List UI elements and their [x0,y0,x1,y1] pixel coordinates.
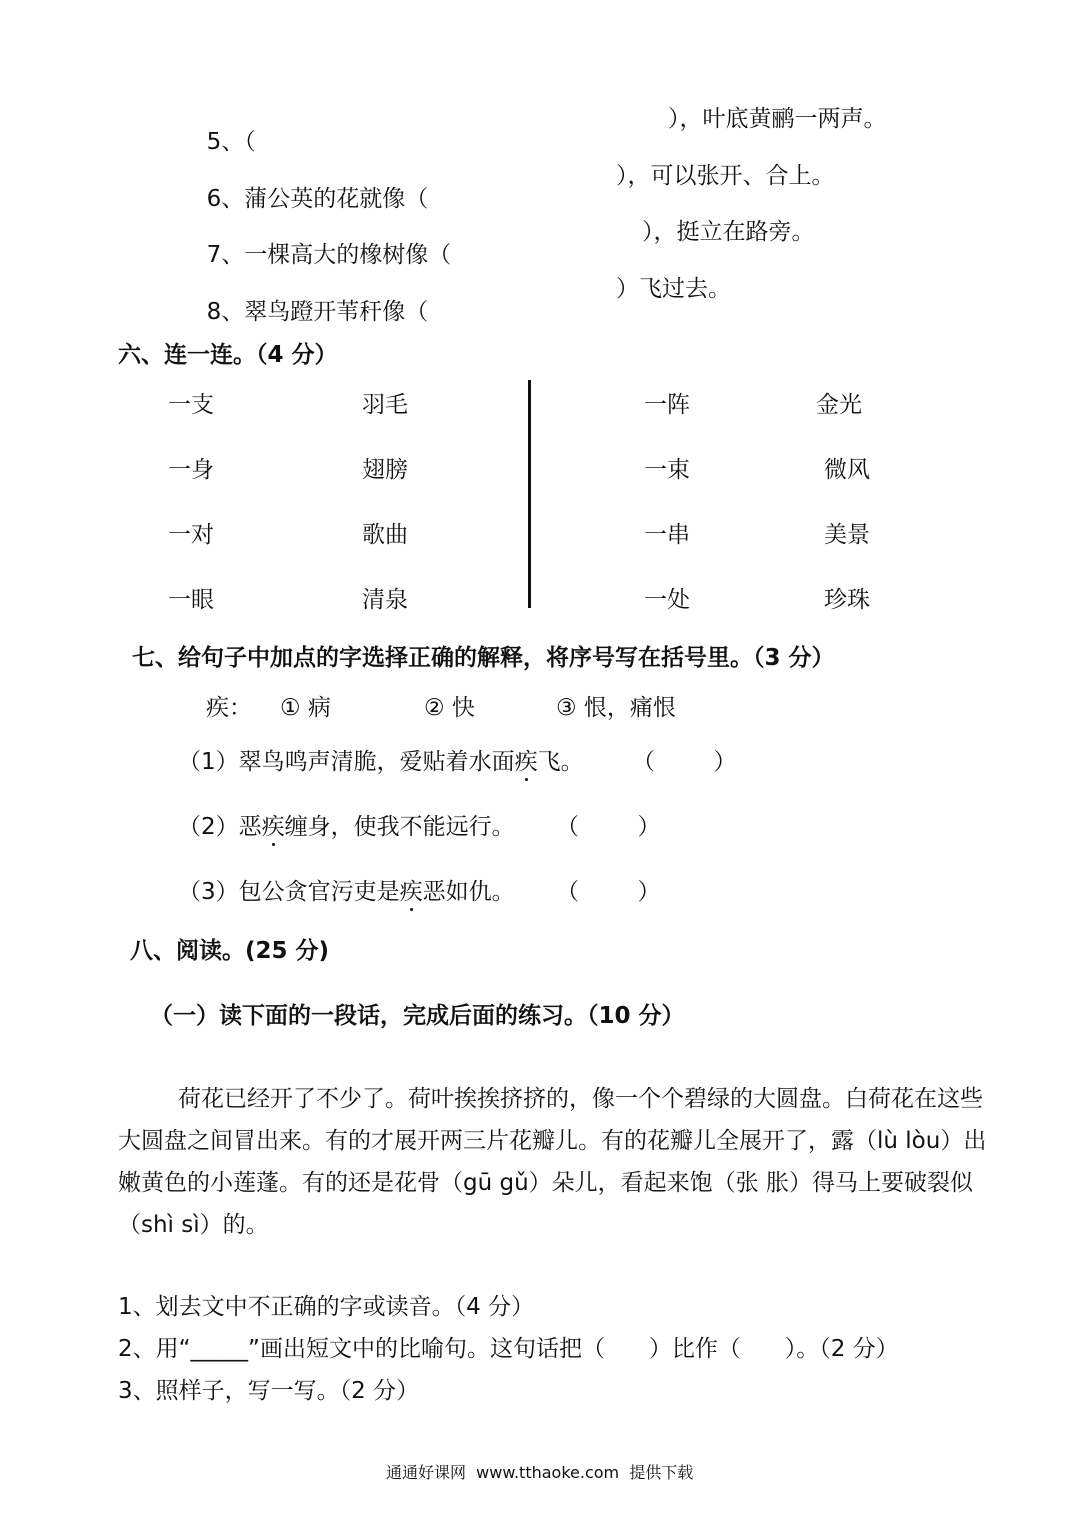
reading-question-3: 3、照样子，写一写。（2 分） [118,1378,420,1404]
reading-question-2: 2、用“_____”画出短文中的比喻句。这句话把（ ）比作（ ）。（2 分） [118,1336,899,1362]
fill-blank-5: 5、（ [206,129,256,155]
question7-2: （2）恶疾缠身，使我不能远行。 [178,814,515,840]
match-right-a-2[interactable]: 一束 [644,457,690,483]
match-left-a-3[interactable]: 一对 [168,522,214,548]
match-right-a-1[interactable]: 一阵 [644,392,690,418]
fill-blank-8: 8、翠鸟蹬开苇秆像（ [206,299,429,325]
footer-credit: 通通好课网 www.tthaoke.com 提供下载 [386,1463,694,1482]
section8-subtitle: （一）读下面的一段话，完成后面的练习。（10 分） [150,1003,685,1029]
answer-bracket-7-1[interactable]: （ ） [632,749,737,775]
section6-title: 六、连一连。（4 分） [118,342,338,368]
section7-title: 七、给句子中加点的字选择正确的解释，将序号写在括号里。（3 分） [132,645,835,671]
match-right-b-2[interactable]: 微风 [824,457,870,483]
fill-blank-6-post: ），可以张开、合上。 [616,163,835,189]
fill-blank-8-post: ）飞过去。 [616,276,731,302]
match-left-b-2[interactable]: 翅膀 [362,457,408,483]
definition-option-2: ② 快 [424,695,475,721]
divider-line [528,380,531,608]
match-left-b-4[interactable]: 清泉 [362,587,408,613]
match-right-b-3[interactable]: 美景 [824,522,870,548]
match-left-a-4[interactable]: 一眼 [168,587,214,613]
match-right-a-4[interactable]: 一处 [644,587,690,613]
definition-option-1: ① 病 [280,695,331,721]
fill-blank-6: 6、蒲公英的花就像（ [206,186,429,212]
match-right-a-3[interactable]: 一串 [644,522,690,548]
reading-question-1: 1、划去文中不正确的字或读音。（4 分） [118,1294,535,1320]
match-right-b-1[interactable]: 金光 [816,392,862,418]
dotted-char: 疾 [261,814,285,840]
match-left-b-3[interactable]: 歌曲 [362,522,408,548]
dotted-char: 疾 [399,879,423,905]
section8-title: 八、阅读。(25 分) [130,938,330,964]
definition-option-3: ③ 恨，痛恨 [556,695,676,721]
answer-bracket-7-3[interactable]: （ ） [556,879,661,905]
match-left-a-2[interactable]: 一身 [168,457,214,483]
match-left-b-1[interactable]: 羽毛 [362,392,408,418]
fill-blank-7-post: ），挺立在路旁。 [642,219,815,245]
match-right-b-4[interactable]: 珍珠 [824,587,870,613]
fill-blank-5-post: ），叶底黄鹂一两声。 [668,106,887,132]
question7-3: （3）包公贪官污吏是疾恶如仇。 [178,879,515,905]
reading-passage: 荷花已经开了不少了。荷叶挨挨挤挤的，像一个个碧绿的大圆盘。白荷花在这些大圆盘之间冒出来。有的才展开两三片花瓣儿。有的花瓣儿全展开了，露（lù lòu）出嫩黄色的小莲蓬。有的还是花骨（gū gǔ）朵儿，看起来饱（张 胀）得马上要破裂似（shì sì）的。 [118,1086,987,1238]
definition-char: 疾： [206,695,252,721]
fill-blank-7: 7、一棵高大的橡树像（ [206,242,452,268]
question7-1: （1）翠鸟鸣声清脆，爱贴着水面疾飞。 [178,749,584,775]
answer-bracket-7-2[interactable]: （ ） [556,814,661,840]
dotted-char: 疾 [514,749,538,775]
match-left-a-1[interactable]: 一支 [168,392,214,418]
